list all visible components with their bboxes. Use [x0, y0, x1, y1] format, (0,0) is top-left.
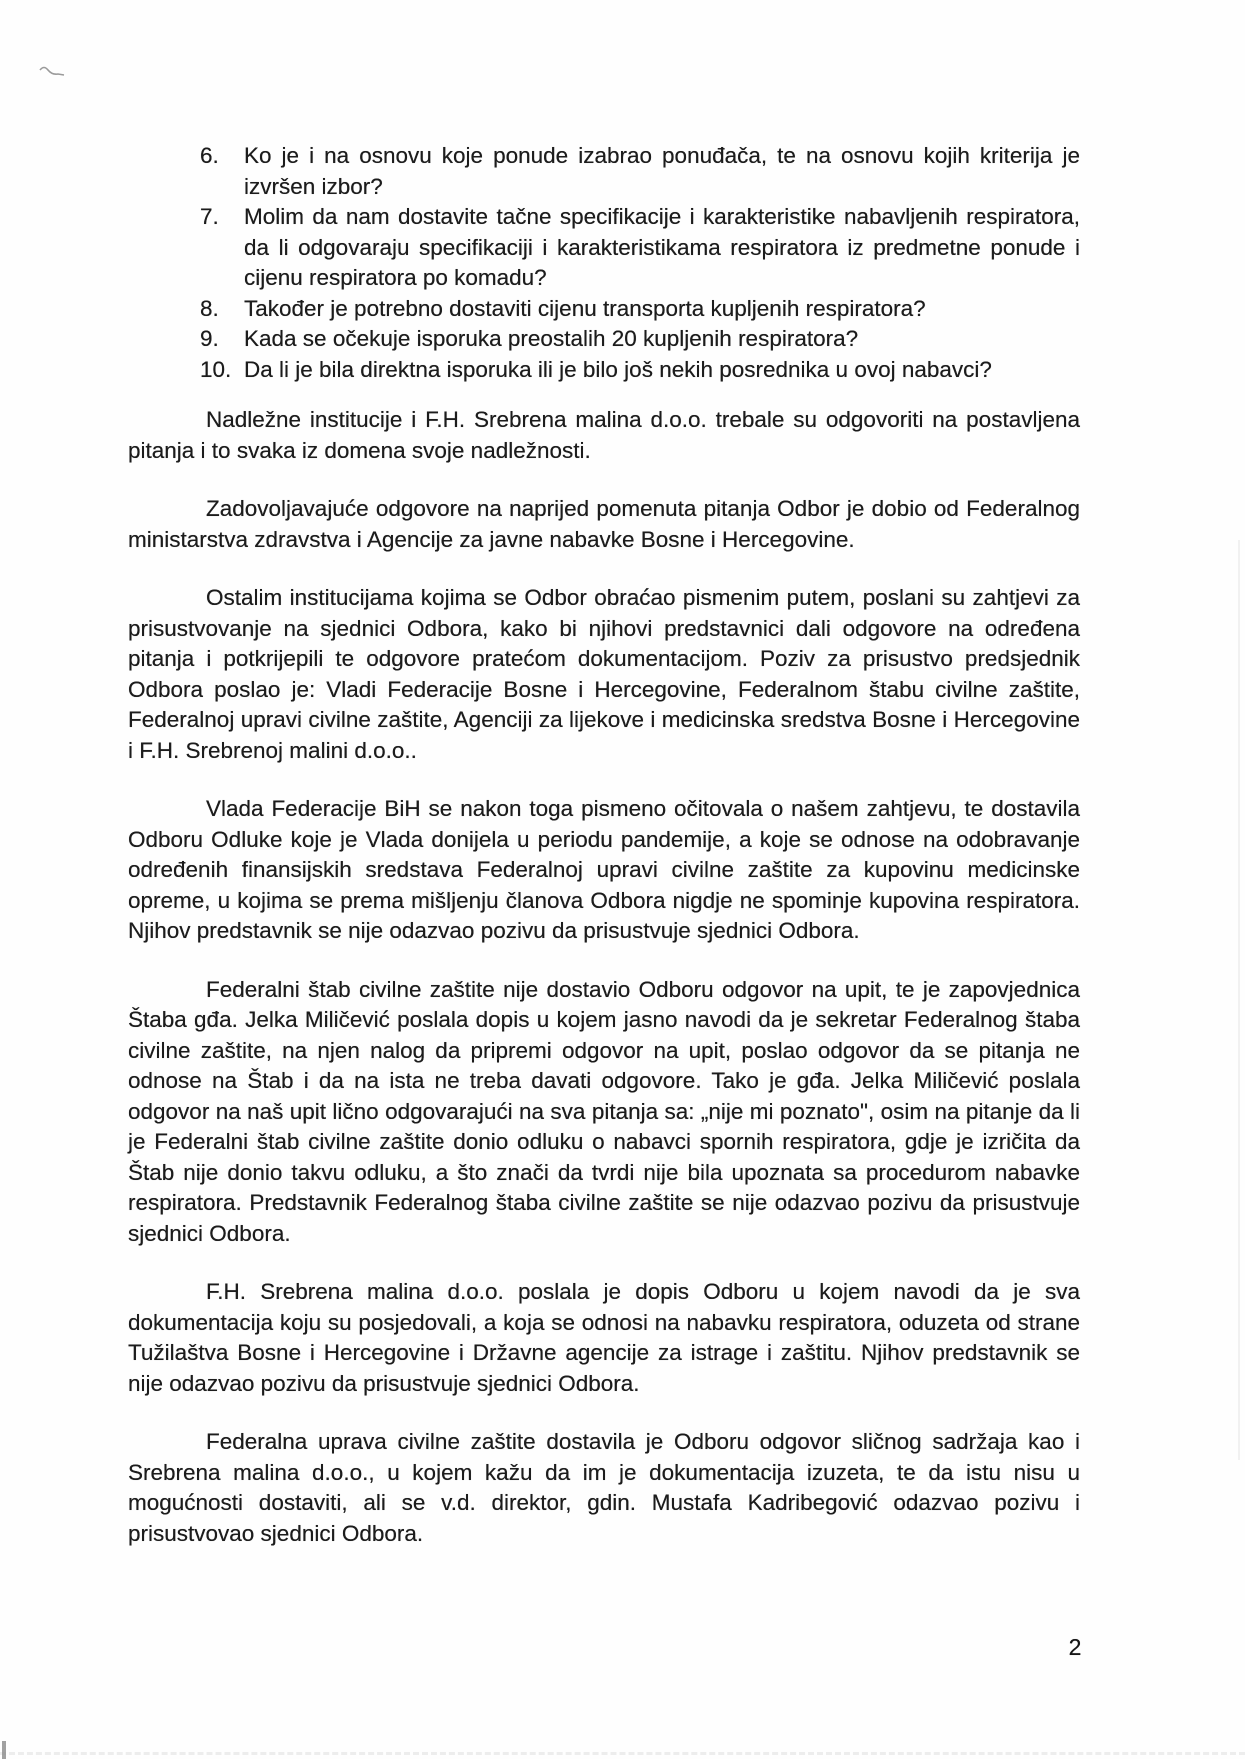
scan-corner-artifact — [2, 1741, 6, 1759]
list-item-text: Da li je bila direktna isporuka ili je bilo još nekih posrednika u ovoj nabavci? — [244, 356, 992, 382]
list-item-number: 7. — [200, 204, 219, 229]
scan-edge-artifact — [1238, 540, 1240, 1460]
list-item — [200, 324, 1080, 355]
list-item — [200, 141, 1080, 202]
list-item-text: Također je potrebno dostaviti cijenu transporta kupljenih respiratora? — [244, 295, 926, 321]
list-item-text: Molim da nam dostavite tačne specifikacije i karakteristike nabavljenih respiratora, da li odgovaraju specifikaciji i karakteristikama respiratora iz predmetne ponude i cijenu respiratora po komadu? — [244, 204, 1080, 290]
list-item-number: 10. — [200, 356, 232, 382]
pen-mark-artifact — [38, 62, 66, 80]
list-item-number: 8. — [200, 295, 219, 321]
paragraph-federalna-uprava: Federalna uprava civilne zaštite dostavila je Odboru odgovor sličnog sadržaja kao i Srebrena malina d.o.o., u kojem kažu da im je dokumentacija izuzeta, te da istu nisu u mogućnosti dostaviti, ali se v.d. direktor, gdin. Mustafa Kadribegović odazvao pozivu i prisustvovao sjednici Odbora. — [128, 1429, 1080, 1546]
page-number: 2 — [1068, 1634, 1082, 1660]
list-item-number: 6. — [200, 143, 219, 168]
paragraph-vlada-fbih: Vlada Federacije BiH se nakon toga pismeno očitovala o našem zahtjevu, te dostavila Odboru Odluke koje je Vlada donijela u periodu pandemije, a koje se odnose na odobravanje određenih finansijskih sredstava Federalnoj upravi civilne zaštite za kupovinu medicinske opreme, u kojima se prema mišljenju članova Odbora nigdje ne spominje kupovina respiratora. Njihov predstavnik se nije odazvao pozivu da prisustvuje sjednici Odbora. — [128, 796, 1080, 943]
list-item — [200, 294, 1080, 325]
list-item-text: Ko je i na osnovu koje ponude izabrao ponuđača, te na osnovu kojih kriterija je izvršen izbor? — [244, 143, 1080, 199]
paragraph-satisfactory-answers: Zadovoljavajuće odgovore na naprijed pomenuta pitanja Odbor je dobio od Federalnog ministarstva zdravstva i Agencije za javne nabavke Bosne i Hercegovine. — [128, 496, 1080, 552]
question-list — [200, 141, 1080, 385]
paragraph-institutions: Nadležne institucije i F.H. Srebrena malina d.o.o. trebale su odgovoriti na postavljena pitanja i to svaka iz domena svoje nadležnosti. — [128, 407, 1080, 463]
paragraph-federalni-stab: Federalni štab civilne zaštite nije dostavio Odboru odgovor na upit, te je zapovjednica Štaba gđa. Jelka Miličević poslala dopis u kojem jasno navodi da je sekretar Federalnog štaba civilne zaštite, na njen nalog da pripremi odgovor na upit, poslao odgovor da se pitanja ne odnose na Štab i da na ista ne treba davati odgovore. Tako je gđa. Jelka Miličević poslala odgovor na naš upit lično odgovarajući na sva pitanja sa: „nije mi poznato", osim na pitanje da li je Federalni štab civilne zaštite donio odluku o nabavci spornih respiratora, gdje je izričita da Štab nije donio takvu odluku, a što znači da tvrdi nije bila upoznata sa procedurom nabavke respiratora. Predstavnik Federalnog štaba civilne zaštite se nije odazvao pozivu da prisustvuje sjednici Odbora. — [128, 976, 1080, 1246]
list-item-text: Kada se očekuje isporuka preostalih 20 kupljenih respiratora? — [244, 326, 859, 351]
paragraph-srebrena-malina: F.H. Srebrena malina d.o.o. poslala je dopis Odboru u kojem navodi da je sva dokumentacija koju su posjedovali, a koja se odnosi na nabavku respiratora, oduzeta od strane Tužilaštva Bosne i Hercegovine i Državne agencije za istrage i zaštitu. Njihov predstavnik se nije odazvao pozivu da prisustvuje sjednici Odbora. — [128, 1279, 1080, 1396]
list-item-number: 9. — [200, 326, 219, 351]
list-item — [200, 202, 1080, 294]
list-item — [200, 355, 1080, 386]
paragraph-other-institutions: Ostalim institucijama kojima se Odbor obraćao pismenim putem, poslani su zahtjevi za prisustvovanje na sjednici Odbora, kako bi njihovi predstavnici dali odgovore na određena pitanja i potkrijepili te odgovore pratećom dokumentacijom. Poziv za prisustvo predsjednik Odbora poslao je: Vladi Federacije Bosne i Hercegovine, Federalnom štabu civilne zaštite, Federalnoj upravi civilne zaštite, Agenciji za lijekove i medicinska sredstva Bosne i Hercegovine i F.H. Srebrenoj malini d.o.o.. — [128, 585, 1080, 763]
scan-bottom-artifact — [0, 1752, 1245, 1755]
